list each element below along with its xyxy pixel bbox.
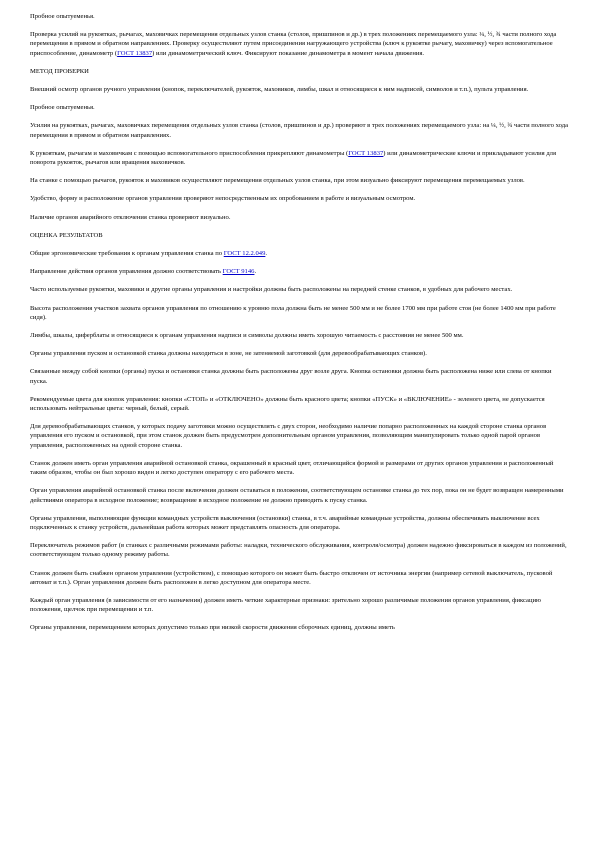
paragraph — [30, 194, 568, 203]
paragraph — [30, 422, 568, 450]
paragraph — [30, 486, 568, 504]
paragraph-text: Направление действия органов управления должно соответствовать — [30, 268, 223, 276]
paragraph-text: Связанные между собой кнопки (органы) пуска и остановки станка должны быть расположены друг возле друга. Кнопка остановки должна быть расположена ниже или слева от кнопки пуска. — [30, 368, 552, 385]
paragraph-text: Пробное опытуеменья. — [30, 104, 95, 112]
paragraph — [30, 12, 568, 21]
paragraph — [30, 304, 568, 322]
paragraph — [30, 85, 568, 94]
paragraph-text: ) или динамометрические ключи и прикладывают усилия для поворота рукояток, рычагов или вращения маховичков. — [30, 149, 556, 167]
paragraph-text: Лимбы, шкалы, циферблаты и относящиеся к органам управления надписи и символы должны иметь хорошую читаемость с расстояния не менее 500 мм. — [30, 332, 464, 340]
paragraph-text: Внешний осмотр органов ручного управления (кнопок, переключателей, рукояток, маховиков, лимбы, шкал и относящиеся к ним надписей, символов и т.п.), пульта управления. — [30, 86, 529, 94]
paragraph-text: МЕТОД ПРОВЕРКИ — [30, 67, 89, 75]
paragraph — [30, 149, 568, 167]
paragraph — [30, 349, 568, 358]
paragraph-text: Наличие органов аварийного отключения станка проверяют визуально. — [30, 213, 231, 221]
paragraph — [30, 176, 568, 185]
paragraph-text: Органы управления, выполняющие функции командных устройств выключения (остановки) станка, в т.ч. аварийные командные устройства, должны обеспечивать выключение всех подключенных к станку устройств, дальнейшая работа которых может представлять опасность для оператора. — [30, 514, 540, 531]
gost-link[interactable]: ГОСТ 9146 — [222, 268, 255, 276]
paragraph-text: К рукояткам, рычагам и маховичкам с помощью вспомогательного приспособления прикрепляют динамометры ( — [30, 149, 349, 157]
paragraph — [30, 569, 568, 587]
paragraph — [30, 541, 568, 559]
gost-link[interactable]: ГОСТ 12.2.049 — [223, 250, 266, 258]
gost-link[interactable]: ГОСТ 13837 — [117, 49, 153, 57]
paragraph-text: . — [265, 250, 268, 258]
paragraph-text: Переключатель режимов работ (в станках с различными режимами работы: наладки, технического обслуживания, контроля/осмотра) должен надежно фиксироваться в каждом из положений, соответствующем только одному режиму работы. — [30, 542, 567, 559]
paragraph — [30, 285, 568, 294]
paragraph-text: Для деревообрабатывающих станков, у которых подачу заготовки можно осуществлять с двух сторон, необходимо наличие попарно расположенных на каждой стороне станка органов управления его пуском и остановкой, при этом станок должен быть предусмотрен дополнительным органом управления, позволяющим манипулировать только одной парой органов управления, расположенных на одной стороне станка. — [30, 423, 547, 449]
paragraph-text: Орган управления аварийной остановкой станка после включения должен оставаться в положении, соответствующем остановке станка до тех пор, пока он не будет возвращен намеренными действиями оператора в исходное положение; возвращение в исходное положение не должно приводить к пуску станка. — [30, 487, 564, 504]
paragraph-text: Станок должен быть снабжен органом управления (устройством), с помощью которого он может быть быстро отключен от источника энергии (например сетевой выключатель, пусковой автомат и т.п.). Орган управления должен быть расположен в легко доступном для оператора месте. — [30, 569, 553, 586]
paragraph — [30, 103, 568, 112]
section-heading — [30, 231, 568, 240]
paragraph-text: ) или динамометрический ключ. Фиксируют показание динамометра в момент начала движения. — [152, 49, 425, 57]
gost-link[interactable]: ГОСТ 13837 — [348, 149, 384, 157]
paragraph-text: Органы управления, перемещением которых допустимо только при низкой скорости движения сборочных единиц, должны иметь — [30, 624, 395, 632]
paragraph-text: Высота расположения участков захвата органов управления по отношению к уровню пола должна быть не менее 500 мм и не более 1700 мм при работе стоя (не более 1400 мм при работе сидя). — [30, 304, 556, 321]
paragraph-text: На станке с помощью рычагов, рукояток и маховиков осуществляют перемещения отдельных узлов станка, при этом визуально фиксируют перемещения перемещаемых узлов. — [30, 177, 525, 185]
paragraph — [30, 267, 568, 276]
paragraph — [30, 514, 568, 532]
paragraph — [30, 623, 568, 632]
paragraph — [30, 30, 568, 58]
paragraph-text: Рекомендуемые цвета для кнопок управления: кнопки «СТОП» и «ОТКЛЮЧЕНО» должны быть красного цвета; кнопки «ПУСК» и «ВКЛЮЧЕНИЕ» - зеленого цвета, не допускается использовать нейтральные цвета: черный, белый, серый. — [30, 395, 545, 413]
paragraph-text: Проверка усилий на рукоятках, рычагах, маховичках перемещения отдельных узлов станка (столов, пришпинов и др.) в трех положениях перемещаемого узла: ¼, ½, ¾ части полного хода перемещения в прямом и обратном направлениях. Проверку осуществляют путем присоединения нагружающего устройства (ключ к рукоятке рычагу, маховичку) через вспомогательное приспособление, динамометр ( — [30, 31, 557, 57]
paragraph-text: Каждый орган управления (в зависимости от его назначения) должен иметь четкие характерные признаки: зрительно хорошо различимые положения органов управления, фиксацию положения, щелчок при перемещении и т.п. — [30, 596, 541, 614]
paragraph — [30, 459, 568, 477]
paragraph-text: Станок должен иметь орган управления аварийной остановкой станка, окрашенный в красный цвет, отличающийся формой и размерами от других органов управления и расположенный таким образом, чтобы он был хорошо виден и легко доступен оператору с его рабочего места. — [30, 459, 554, 477]
paragraph — [30, 395, 568, 413]
paragraph-text: . — [254, 268, 257, 276]
paragraph — [30, 213, 568, 222]
paragraph-text: Удобство, форму и расположение органов управления проверяют непосредственным их опробованием в работе и визуальным осмотром. — [30, 195, 416, 203]
paragraph-text: Органы управления пуском и остановкой станка должны находиться в зоне, не затеняемой заготовкой (для деревообрабатывающих станков). — [30, 350, 427, 358]
paragraph-text: Усилия на рукоятках, рычагах, маховичках перемещения отдельных узлов станка (столов, пришпинов и др.) проверяют в трех положениях перемещаемого узла: на ¼, ½, ¾ части полного хода перемещения в прямом и обратном направлениях. — [30, 122, 569, 139]
paragraph — [30, 331, 568, 340]
paragraph-text: ОЦЕНКА РЕЗУЛЬТАТОВ — [30, 231, 103, 239]
paragraph — [30, 249, 568, 258]
paragraph-text: Пробное опытуеменья. — [30, 13, 95, 20]
paragraph-text: Общие эргономические требования к органам управления станка по — [30, 250, 224, 258]
paragraph — [30, 121, 568, 139]
paragraph — [30, 367, 568, 385]
paragraph — [30, 596, 568, 614]
section-heading — [30, 67, 568, 76]
document-page — [30, 12, 568, 642]
paragraph-text: Часто используемые рукоятки, маховики и другие органы управления и настройки должны быть расположены на передней стенке станков, в удобных для рабочего местах. — [30, 286, 513, 294]
